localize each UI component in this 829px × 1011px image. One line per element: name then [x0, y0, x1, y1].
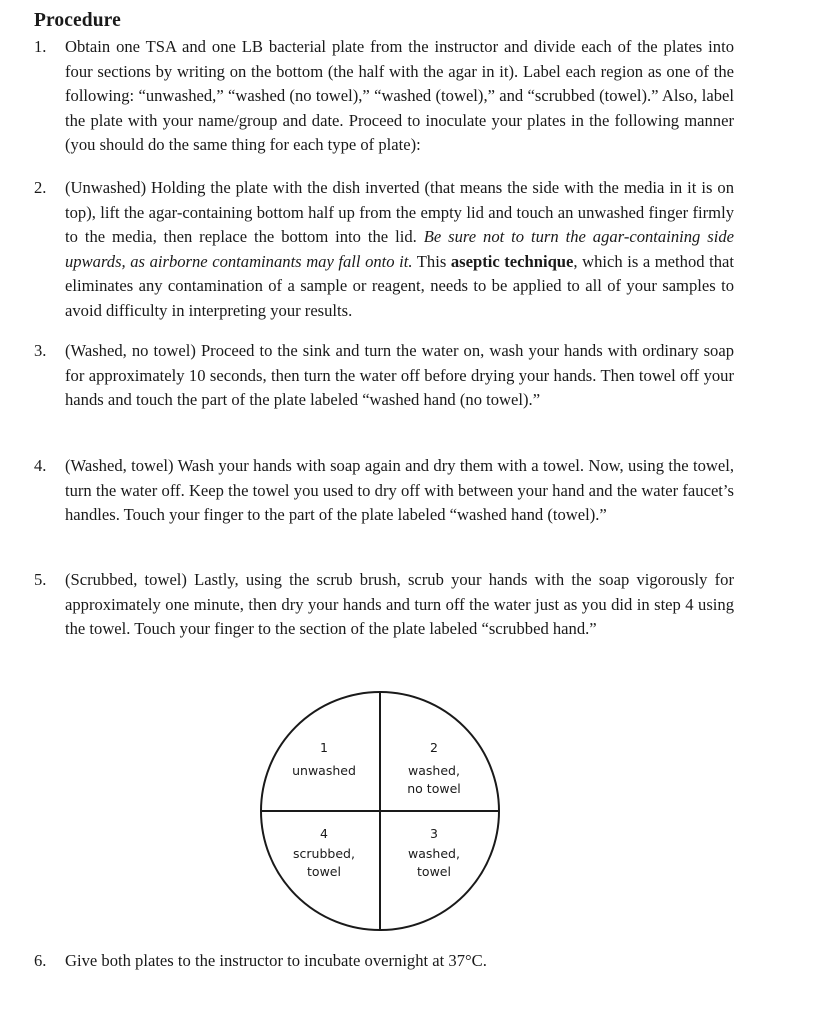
quadrant-number: 4: [320, 826, 328, 841]
step-text-segment: Give both plates to the instructor to incubate overnight at 37°C.: [65, 951, 487, 970]
quadrant-number: 1: [320, 740, 328, 755]
step-number: 2.: [34, 178, 47, 197]
step-number: 3.: [34, 341, 47, 360]
quadrant-4-label: [293, 826, 355, 879]
step-text-segment: This: [412, 251, 451, 271]
step-text-segment: (Unwashed) Holding the plate with the dish inverted (that means the side with the media in it is on top), lift the agar-containing bottom half up from the empty lid and touch an unwashed finger firmly to the media, then replace the bottom into the lid.: [65, 178, 734, 246]
quadrant-number: 2: [430, 740, 438, 755]
step-text-segment: Obtain one TSA and one LB bacterial plate from the instructor and divide each of the plates into four sections by writing on the bottom (the half with the agar in it). Label each region as one of the following: “unwashed,” “washed (no towel),” “washed (towel),” and “scrubbed (towel).” Also, label the plate with your name/group and date. Proceed to inoculate your plates in the following manner (you should do the same thing for each type of plate):: [65, 37, 734, 154]
step-text-italic: Be sure not to turn the agar-containing side upwards, as airborne contaminants may fall onto it.: [65, 227, 734, 271]
step-number: 1.: [34, 37, 47, 56]
step-number: 4.: [34, 456, 47, 475]
step-text-segment: (Washed, no towel) Proceed to the sink and turn the water on, wash your hands with ordinary soap for approximately 10 seconds, then turn the water off before drying your hands. Then towel off your hands and touch the part of the plate labeled “washed hand (no towel).”: [65, 341, 734, 409]
procedure-step-6: [34, 949, 734, 974]
quadrant-label-line: washed,: [408, 763, 460, 778]
quadrant-label-line: towel: [307, 864, 341, 879]
quadrant-label-line: scrubbed,: [293, 846, 355, 861]
step-text-bold: aseptic technique: [450, 251, 574, 271]
step-text: [65, 949, 734, 974]
quadrant-label-line: washed,: [408, 846, 460, 861]
step-number: 5.: [34, 570, 47, 589]
step-text-segment: (Scrubbed, towel) Lastly, using the scrub brush, scrub your hands with the soap vigorously for approximately one minute, then dry your hands and turn off the water just as you did in step 4 using the towel. Touch your finger to the section of the plate labeled “scrubbed hand.”: [65, 570, 734, 638]
quadrant-number: 3: [430, 826, 438, 841]
quadrant-2-label: [407, 740, 460, 796]
quadrant-label-line: unwashed: [292, 763, 356, 778]
step-number: 6.: [34, 951, 47, 970]
quadrant-label-line: towel: [417, 864, 451, 879]
step-text-segment: (Washed, towel) Wash your hands with soap again and dry them with a towel. Now, using the towel, turn the water off. Keep the towel you used to dry off with between your hand and the water faucet’s handles. Touch your finger to the part of the plate labeled “washed hand (towel).”: [65, 456, 734, 524]
quadrant-3-label: [408, 826, 460, 879]
quadrant-label-line: no towel: [407, 781, 461, 796]
section-heading: Procedure: [34, 10, 121, 31]
quadrant-1-label: [292, 740, 356, 778]
step-text-segment: , which is a method that eliminates any contamination of a sample or reagent, needs to be applied to all of your samples to avoid difficulty in interpreting your results.: [65, 251, 734, 320]
